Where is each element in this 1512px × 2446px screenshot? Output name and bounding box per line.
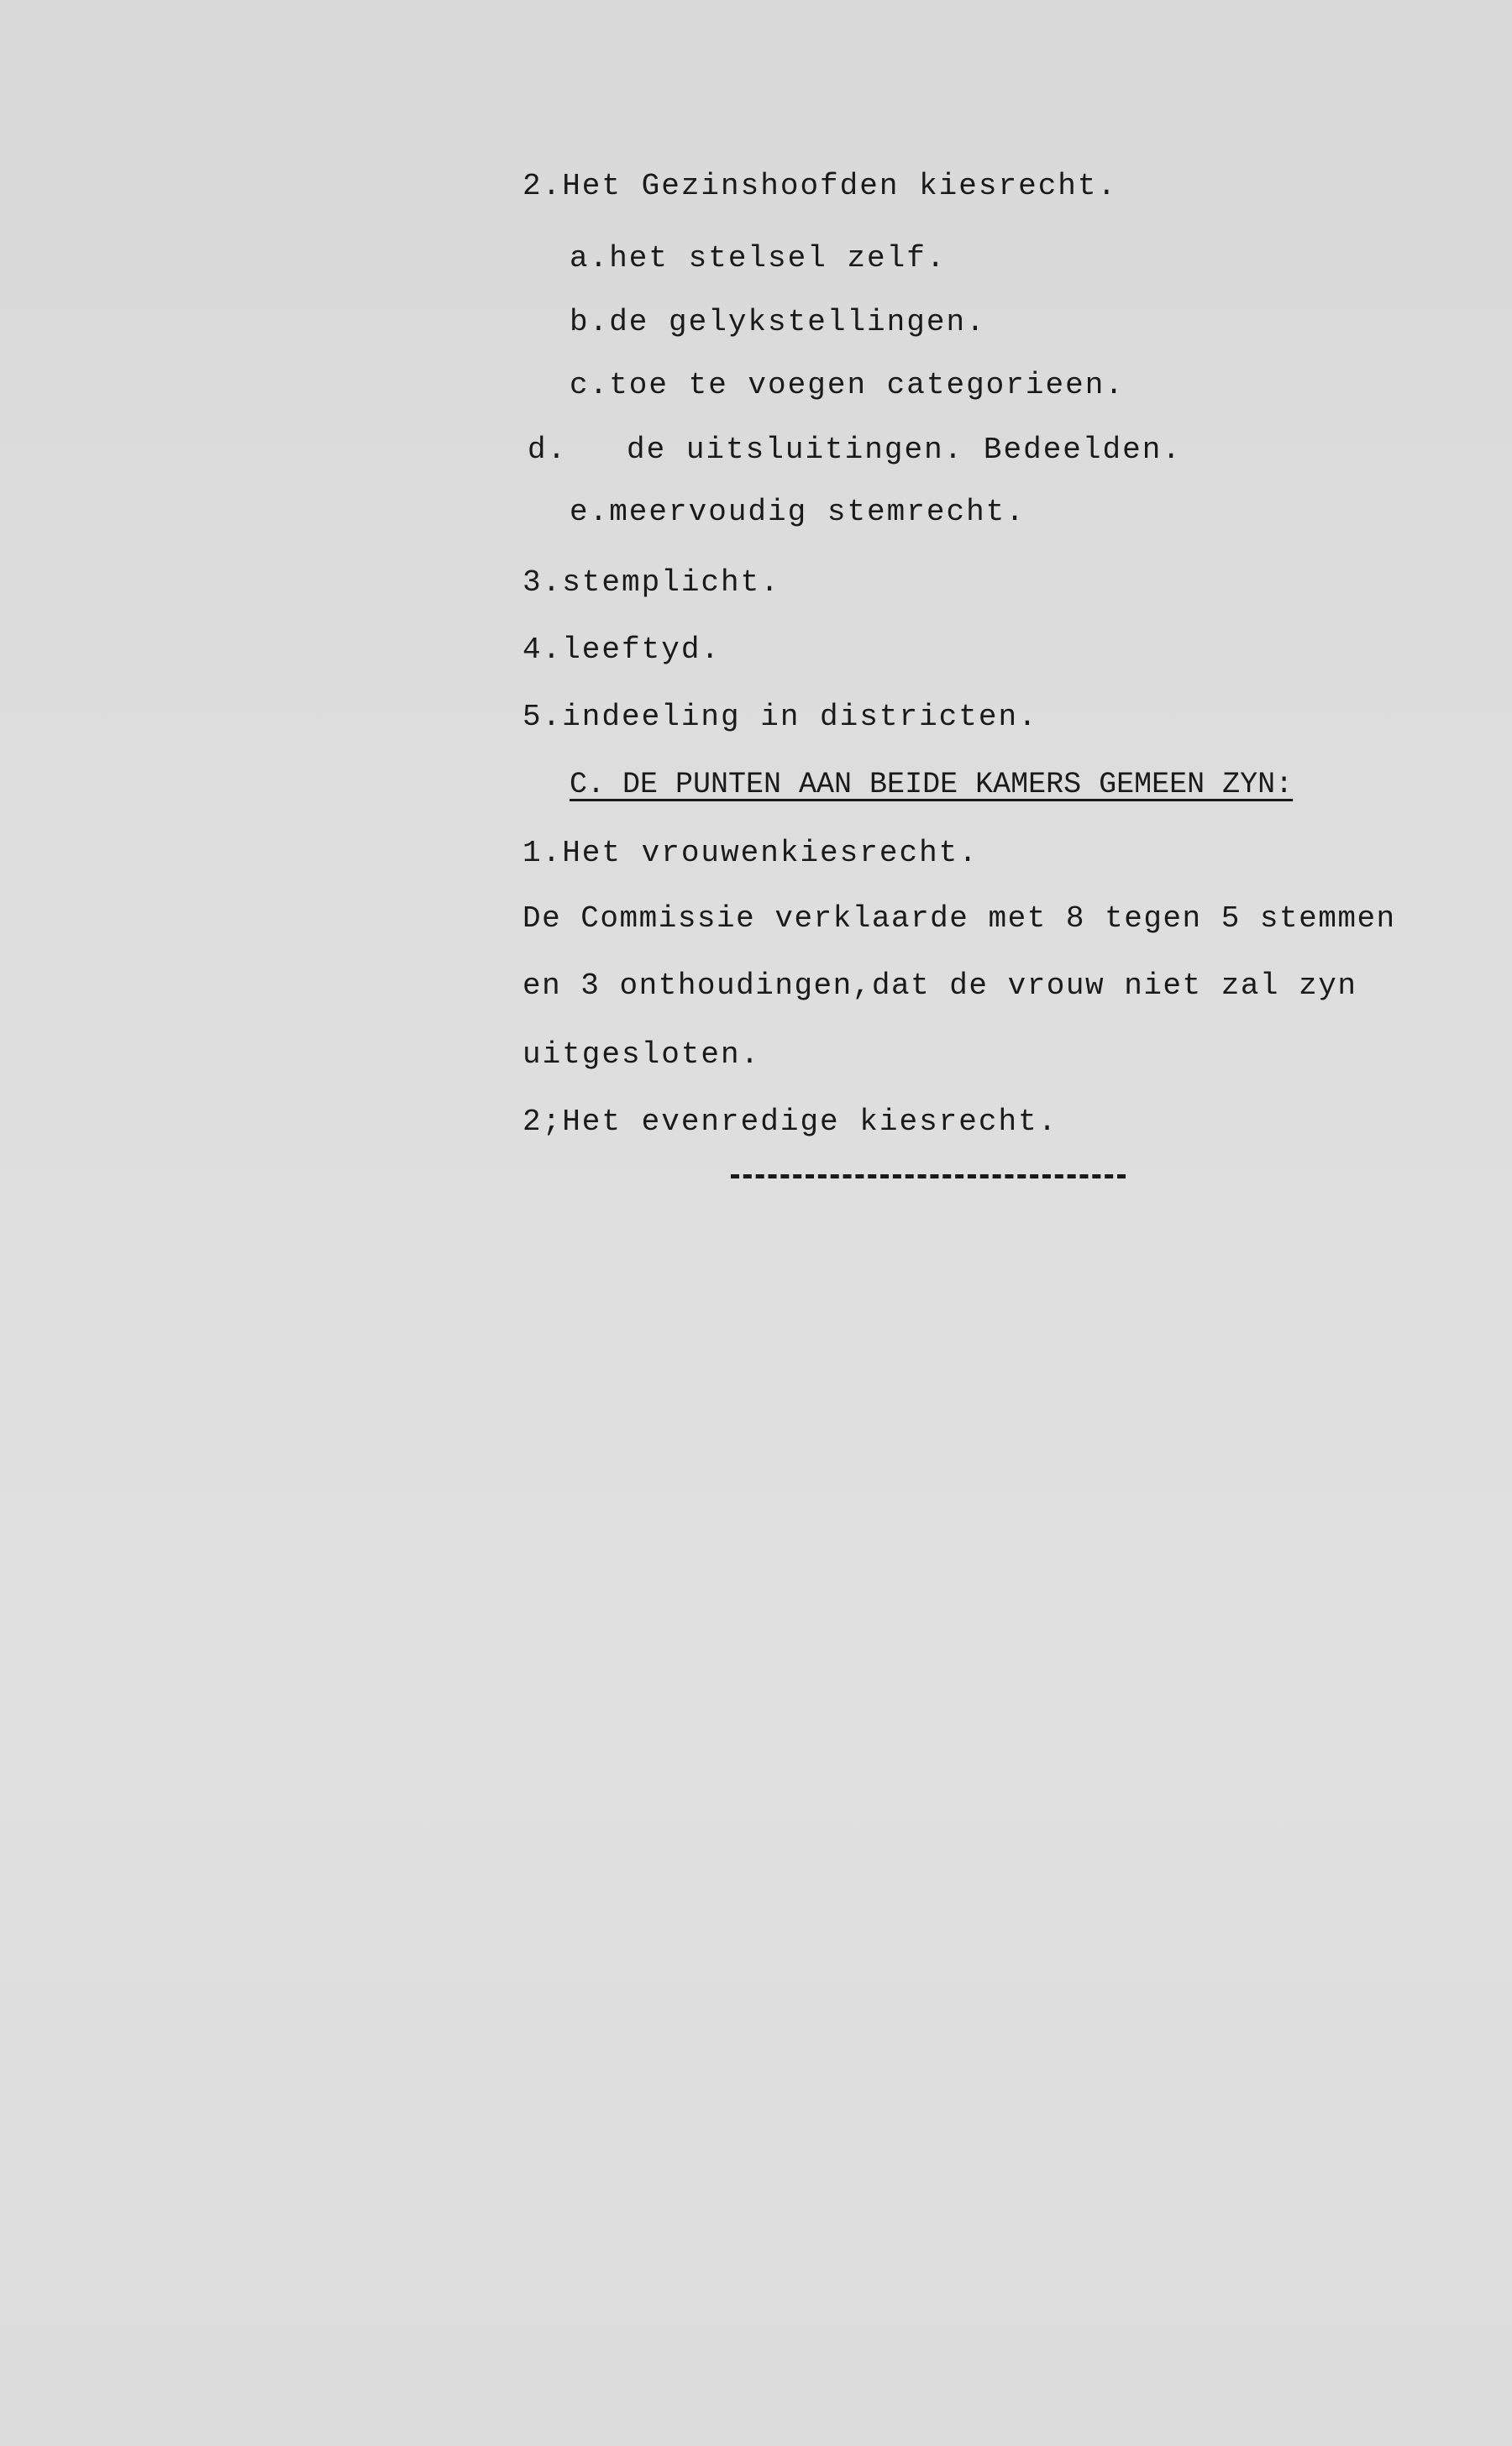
item-2-evenredige: 2;Het evenredige kiesrecht. bbox=[522, 1105, 1058, 1139]
paragraph-line-3: uitgesloten. bbox=[522, 1037, 761, 1072]
item-2e: e.meervoudig stemrecht. bbox=[570, 495, 1026, 529]
item-1-vrouwenkiesrecht: 1.Het vrouwenkiesrecht. bbox=[522, 836, 979, 870]
item-4-leeftyd: 4.leeftyd. bbox=[522, 632, 722, 667]
item-2b: b.de gelykstellingen. bbox=[570, 305, 986, 339]
item-2c: c.toe te voegen categorieen. bbox=[570, 368, 1125, 402]
section-c-heading: C. DE PUNTEN AAN BEIDE KAMERS GEMEEN ZYN: bbox=[570, 768, 1294, 801]
item-3-stemplicht: 3.stemplicht. bbox=[522, 565, 780, 600]
item-5-districten: 5.indeeling in districten. bbox=[522, 700, 1038, 734]
item-2-gezinshoofden: 2.Het Gezinshoofden kiesrecht. bbox=[522, 169, 1118, 203]
paragraph-line-1: De Commissie verklaarde met 8 tegen 5 stemmen bbox=[522, 901, 1396, 936]
paragraph-line-2: en 3 onthoudingen,dat de vrouw niet zal zyn bbox=[522, 968, 1357, 1003]
item-2d: d. de uitsluitingen. Bedeelden. bbox=[528, 433, 1182, 467]
closing-dashed-rule bbox=[731, 1174, 1126, 1178]
item-2a: a.het stelsel zelf. bbox=[570, 241, 947, 276]
